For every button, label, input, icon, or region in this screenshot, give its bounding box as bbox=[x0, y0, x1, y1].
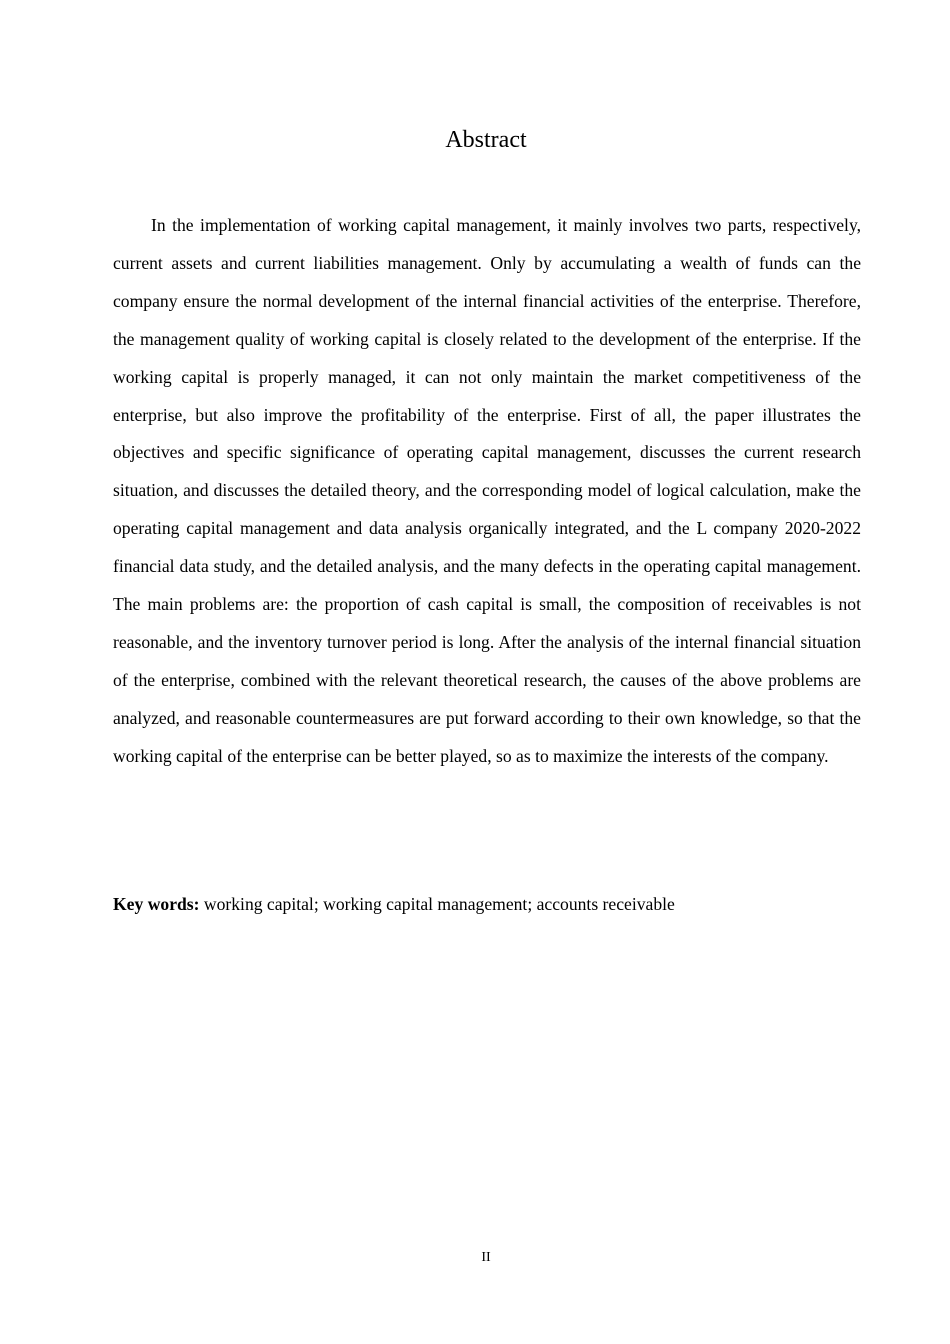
keywords-label: Key words: bbox=[113, 894, 200, 914]
abstract-title: Abstract bbox=[445, 127, 527, 153]
keywords-text: working capital; working capital management; accounts receivable bbox=[199, 894, 675, 914]
abstract-paragraph: In the implementation of working capital management, it mainly involves two parts, respectively, current assets and current liabilities management. Only by accumulating a wealth of funds can the company ensure the normal development of the internal financial activities of the enterprise. Therefore, the management quality of working capital is closely related to the development of the enterprise. If the working capital is properly managed, it can not only maintain the market competitiveness of the enterprise, but also improve the profitability of the enterprise. First of all, the paper illustrates the objectives and specific significance of operating capital management, discusses the current research situation, and discusses the detailed theory, and the corresponding model of logical calculation, make the operating capital management and data analysis organically integrated, and the L company 2020-2022 financial data study, and the detailed analysis, and the many defects in the operating capital management. The main problems are: the proportion of cash capital is small, the composition of receivables is not reasonable, and the inventory turnover period is long. After the analysis of the internal financial situation of the enterprise, combined with the relevant theoretical research, the causes of the above problems are analyzed, and reasonable countermeasures are put forward according to their own knowledge, so that the working capital of the enterprise can be better played, so as to maximize the interests of the company. bbox=[113, 215, 861, 766]
keywords-line bbox=[113, 888, 861, 920]
page-number: II bbox=[481, 1250, 491, 1265]
